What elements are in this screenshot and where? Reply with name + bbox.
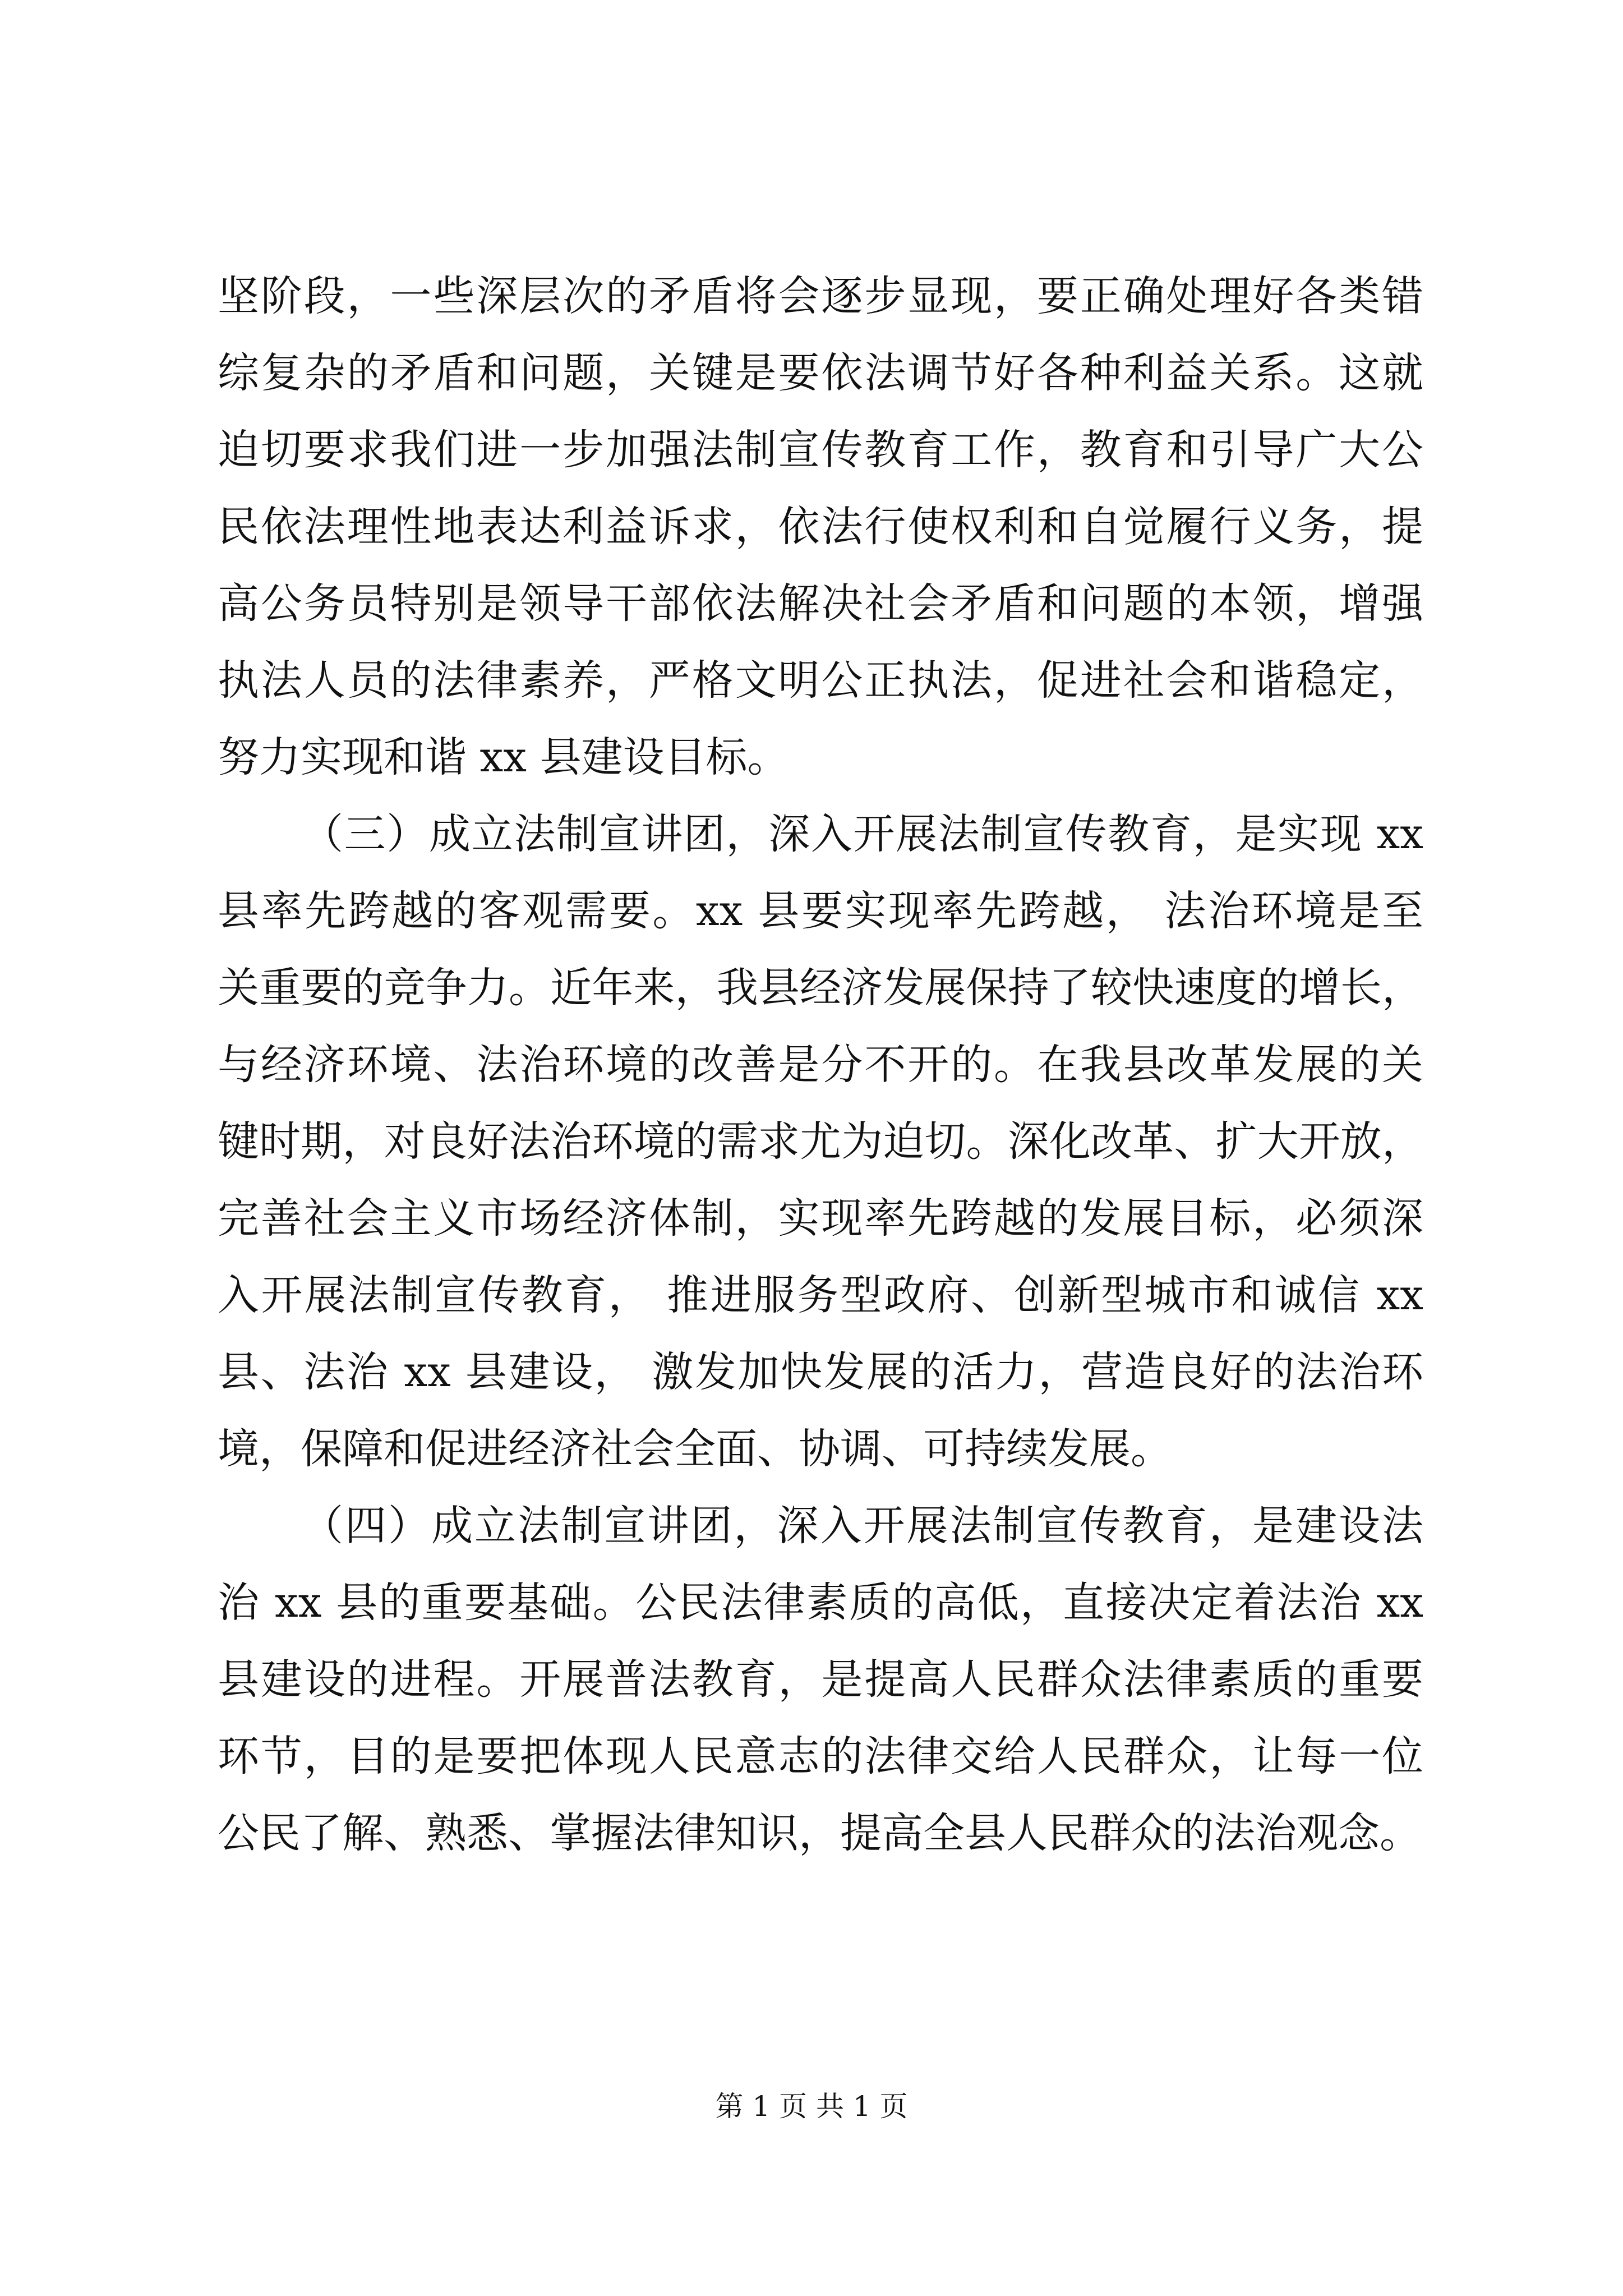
text-line: 完善社会主义市场经济体制，实现率先跨越的发展目标，必须深	[218, 1194, 1423, 1243]
text-line: （三）成立法制宣讲团，深入开展法制宣传教育，是实现 xx	[302, 810, 1423, 858]
text-line: 民依法理性地表达利益诉求，依法行使权利和自觉履行义务，提	[218, 503, 1423, 551]
text-line: （四）成立法制宣讲团，深入开展法制宣传教育，是建设法	[302, 1502, 1423, 1550]
text-line: 关重要的竞争力。近年来，我县经济发展保持了较快速度的增长，	[218, 964, 1423, 1012]
text-line: 迫切要求我们进一步加强法制宣传教育工作，教育和引导广大公	[218, 426, 1423, 474]
paragraph-2	[218, 796, 1423, 1488]
text-line: 治 xx 县的重要基础。公民法律素质的高低，直接决定着法治 xx	[218, 1579, 1423, 1627]
text-line: 高公务员特别是领导干部依法解决社会矛盾和问题的本领，增强	[218, 579, 1423, 628]
text-line: 环节，目的是要把体现人民意志的法律交给人民群众，让每一位	[218, 1732, 1423, 1780]
text-line: 努力实现和谐 xx 县建设目标。	[218, 733, 789, 781]
paragraph-1	[218, 258, 1423, 796]
page-indicator: 第 1 页 共 1 页	[715, 2090, 908, 2123]
page-footer	[0, 2087, 1623, 2126]
text-line: 境，保障和促进经济社会全面、协调、可持续发展。	[218, 1425, 1172, 1473]
document-body	[218, 258, 1423, 1872]
text-line: 与经济环境、法治环境的改善是分不开的。在我县改革发展的关	[218, 1041, 1423, 1089]
text-line: 县建设的进程。开展普法教育，是提高人民群众法律素质的重要	[218, 1655, 1423, 1704]
text-line: 综复杂的矛盾和问题，关键是要依法调节好各种利益关系。这就	[218, 349, 1423, 397]
text-line: 公民了解、熟悉、掌握法律知识，提高全县人民群众的法治观念。	[218, 1809, 1421, 1857]
text-line: 键时期，对良好法治环境的需求尤为迫切。深化改革、扩大开放，	[218, 1117, 1423, 1166]
text-line: 县率先跨越的客观需要。xx 县要实现率先跨越， 法治环境是至	[218, 887, 1423, 935]
text-line: 坚阶段，一些深层次的矛盾将会逐步显现，要正确处理好各类错	[218, 272, 1423, 320]
paragraph-3	[218, 1488, 1423, 1872]
text-line: 入开展法制宣传教育， 推进服务型政府、创新型城市和诚信 xx	[218, 1271, 1423, 1319]
text-line: 县、法治 xx 县建设， 激发加快发展的活力，营造良好的法治环	[218, 1348, 1423, 1396]
text-line: 执法人员的法律素养，严格文明公正执法，促进社会和谐稳定，	[218, 656, 1423, 705]
